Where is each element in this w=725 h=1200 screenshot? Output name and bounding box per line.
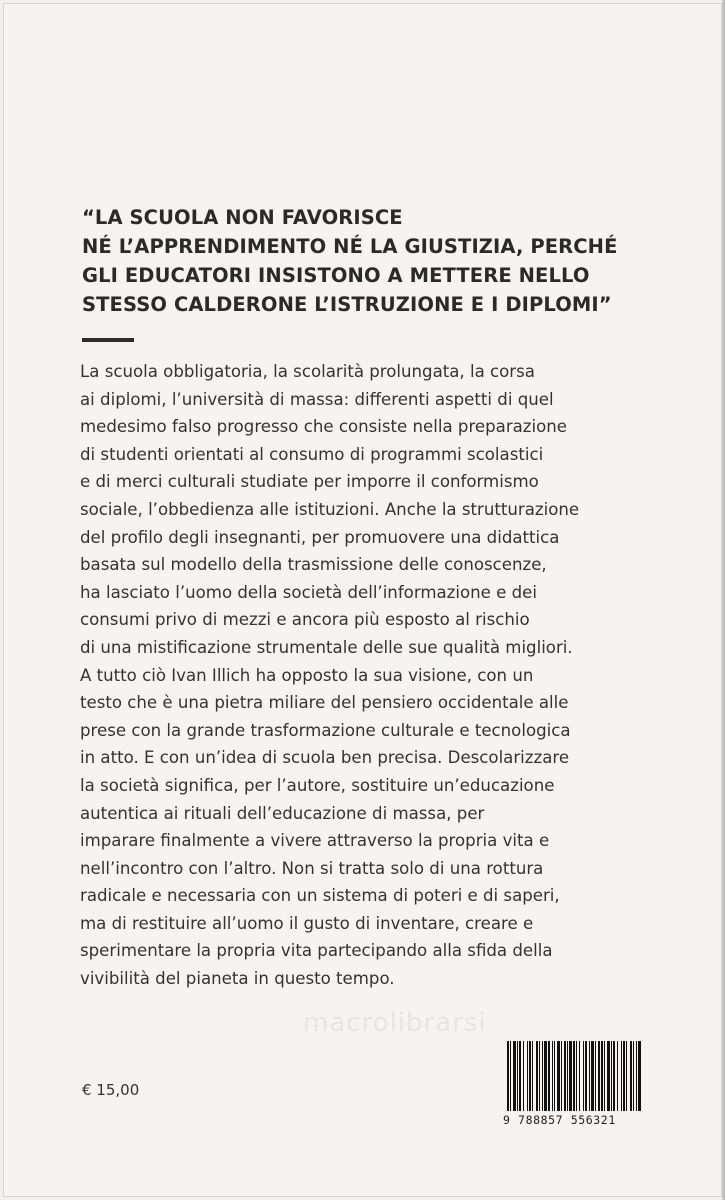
barcode-bar — [621, 1041, 622, 1111]
blurb-line: ai diplomi, l’università di massa: differenti aspetti di quel — [80, 389, 554, 409]
watermark-text: macrolibrarsi — [303, 1008, 487, 1038]
barcode-bar — [519, 1041, 521, 1111]
barcode-bar — [638, 1041, 641, 1111]
blurb-line: la società significa, per l’autore, sostituire un’educazione — [80, 775, 555, 795]
price-label: € 15,00 — [82, 1081, 140, 1099]
barcode-bar — [544, 1041, 547, 1111]
blurb-line: vivibilità del pianeta in questo tempo. — [80, 969, 395, 989]
quote-line: STESSO CALDERONE L’ISTRUZIONE E I DIPLOMI” — [82, 293, 612, 316]
barcode-bar — [564, 1041, 566, 1111]
blurb-line: di una mistificazione strumentale delle sue qualità migliori. — [80, 637, 573, 657]
barcode-bar — [561, 1041, 562, 1111]
blurb-line: imparare finalmente a vivere attraverso la propria vita e — [80, 831, 550, 851]
isbn-number: 9 788857 556321 — [503, 1113, 616, 1127]
barcode-bar — [598, 1041, 600, 1111]
blurb-line: ha lasciato l’uomo della società dell’informazione e dei — [80, 582, 537, 602]
blurb-text — [80, 358, 720, 993]
barcode-bars — [503, 1041, 645, 1111]
barcode-bar — [585, 1041, 587, 1111]
blurb-line: radicale e necessaria con un sistema di poteri e di saperi, — [80, 886, 560, 906]
barcode-bar — [595, 1041, 596, 1111]
barcode-bar — [617, 1041, 618, 1111]
barcode-bar — [604, 1041, 605, 1111]
barcode-bar — [623, 1041, 625, 1111]
barcode-bar — [527, 1041, 528, 1111]
barcode-bar — [630, 1041, 632, 1111]
barcode-bar — [539, 1041, 540, 1111]
blurb-line: medesimo falso progresso che consiste nella preparazione — [80, 417, 568, 437]
barcode-bar — [510, 1041, 511, 1111]
barcode-bar — [542, 1041, 543, 1111]
blurb-line: e di merci culturali studiate per imporre il conformismo — [80, 472, 539, 492]
barcode-bar — [536, 1041, 538, 1111]
barcode-bar — [569, 1041, 572, 1111]
barcode-bar — [591, 1041, 594, 1111]
blurb-line: La scuola obbligatoria, la scolarità prolungata, la corsa — [80, 362, 535, 381]
barcode-bar — [633, 1041, 634, 1111]
quote-line: NÉ L’APPRENDIMENTO NÉ LA GIUSTIZIA, PERCHÉ — [82, 235, 618, 258]
divider-rule — [82, 338, 134, 342]
blurb-line: ma di restituire all’uomo il gusto di inventare, creare e — [80, 913, 534, 933]
blurb-line: nell’incontro con l’altro. Non si tratta solo di una rottura — [80, 858, 544, 878]
barcode-bar — [626, 1041, 627, 1111]
barcode-bar — [607, 1041, 610, 1111]
blurb-line: basata sul modello della trasmissione delle conoscenze, — [80, 555, 547, 575]
barcode-bar — [601, 1041, 603, 1111]
barcode-bar — [523, 1041, 524, 1111]
blurb-line: A tutto ciò Ivan Illich ha opposto la sua visione, con un — [80, 665, 534, 685]
barcode-bar — [611, 1041, 612, 1111]
cover-quote — [82, 203, 702, 319]
blurb-line: in atto. E con un’idea di scuola ben precisa. Descolarizzare — [80, 748, 570, 768]
barcode-bar — [513, 1041, 516, 1111]
barcode-bar — [517, 1041, 518, 1111]
barcode-bar — [554, 1041, 555, 1111]
barcode-bar — [567, 1041, 568, 1111]
barcode-bar — [613, 1041, 615, 1111]
barcode-bar — [532, 1041, 533, 1111]
barcode-bar — [636, 1041, 637, 1111]
barcode-bar — [507, 1041, 509, 1111]
blurb-line: di studenti orientati al consumo di programmi scolastici — [80, 444, 544, 464]
barcode-bar — [573, 1041, 575, 1111]
barcode-bar — [557, 1041, 560, 1111]
isbn-barcode — [503, 1041, 645, 1131]
blurb-line: testo che è una pietra miliare del pensiero occidentale alle — [80, 693, 569, 713]
quote-line: “LA SCUOLA NON FAVORISCE — [82, 206, 403, 229]
blurb-line: prese con la grande trasformazione culturale e tecnologica — [80, 720, 571, 740]
blurb-line: consumi privo di mezzi e ancora più esposto al rischio — [80, 610, 530, 630]
barcode-bar — [583, 1041, 584, 1111]
quote-line: GLI EDUCATORI INSISTONO A METTERE NELLO — [82, 264, 590, 287]
barcode-bar — [589, 1041, 590, 1111]
barcode-bar — [576, 1041, 577, 1111]
back-cover — [3, 3, 722, 1197]
blurb-line: autentica ai rituali dell’educazione di massa, per — [80, 803, 485, 823]
blurb-line: sperimentare la propria vita partecipando alla sfida della — [80, 941, 553, 961]
barcode-bar — [579, 1041, 580, 1111]
barcode-bar — [552, 1041, 553, 1111]
blurb-line: sociale, l’obbedienza alle istituzioni. Anche la strutturazione — [80, 499, 580, 519]
barcode-bar — [548, 1041, 550, 1111]
blurb-line: del profilo degli insegnanti, per promuovere una didattica — [80, 527, 560, 547]
barcode-bar — [529, 1041, 531, 1111]
